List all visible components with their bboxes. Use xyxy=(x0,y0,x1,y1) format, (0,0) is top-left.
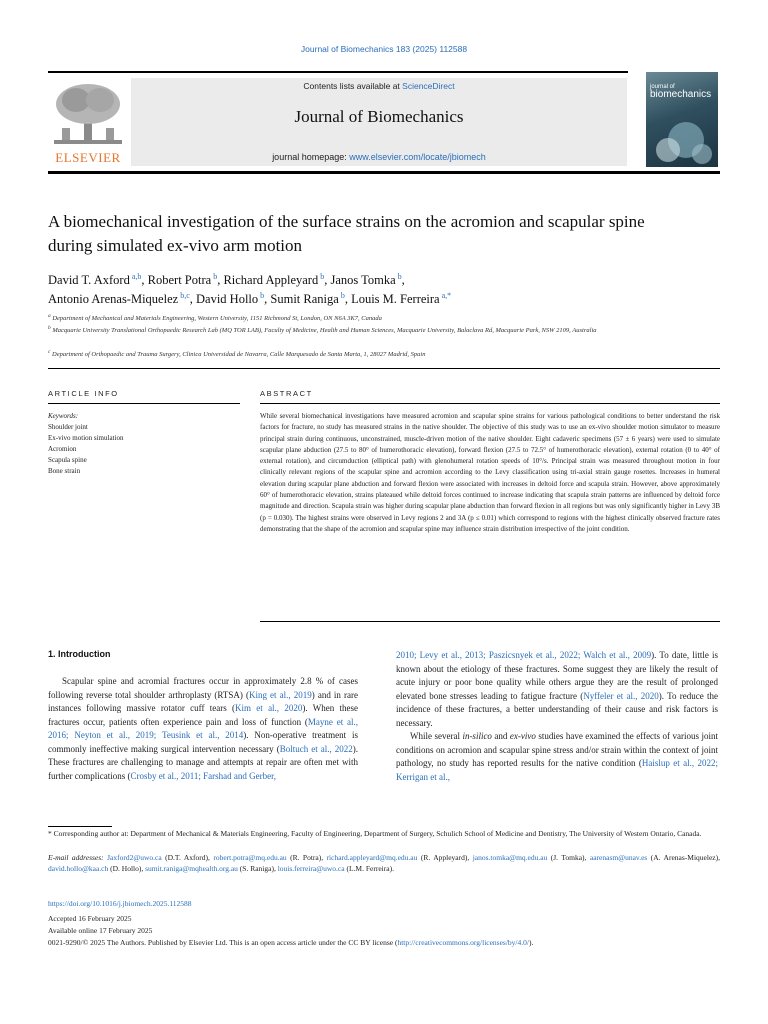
affiliation-b xyxy=(48,323,720,336)
email-owner: (D. Hollo), xyxy=(108,863,146,873)
paragraph xyxy=(396,730,718,784)
email-link[interactable]: janos.tomka@mq.edu.au xyxy=(472,853,548,862)
body-text: and xyxy=(491,731,510,741)
body-text: studies have examined the effects of various joint conditions on acromion and scapular spine stress and/or strain within the context of joint pathology, no study has reported results for the native condition ( xyxy=(396,731,718,768)
email-owner: (R. Appleyard), xyxy=(417,853,473,862)
keyword-item: Acromion xyxy=(48,445,77,453)
body-text-emphasis: ex-vivo xyxy=(509,731,536,741)
author-separator: , xyxy=(324,273,331,288)
cover-label-small: journal of xyxy=(650,84,675,90)
abstract-bottom-rule xyxy=(260,621,720,622)
keywords-label: Keywords: xyxy=(48,412,79,420)
masthead-top-rule xyxy=(48,71,628,73)
email-link[interactable]: robert.potra@mq.edu.au xyxy=(213,853,287,862)
body-column-left xyxy=(48,675,358,783)
copyright-text: ). xyxy=(528,938,534,947)
email-link[interactable]: richard.appleyard@mq.edu.au xyxy=(326,853,418,862)
author-affiliation-marker[interactable]: b xyxy=(338,291,345,300)
footnote-rule xyxy=(48,826,112,827)
email-link[interactable]: louis.ferreira@uwo.ca xyxy=(277,863,345,873)
abstract-rule xyxy=(260,403,720,404)
keyword-item: Bone strain xyxy=(48,467,81,475)
tree-icon xyxy=(48,78,128,148)
keyword-item: Ex-vivo motion simulation xyxy=(48,434,124,442)
email-list xyxy=(48,853,720,873)
citation-link[interactable]: Crosby et al., 2011; Farshad and Gerber, xyxy=(130,770,277,781)
email-owner: (A. Arenas-Miquelez), xyxy=(647,853,720,862)
available-online-date: Available online 17 February 2025 xyxy=(48,926,153,935)
email-owner: (D.T. Axford), xyxy=(161,853,214,862)
author-name[interactable]: Richard Appleyard xyxy=(223,273,319,288)
journal-reference[interactable]: Journal of Biomechanics 183 (2025) 112588 xyxy=(300,44,468,54)
sciencedirect-link[interactable]: ScienceDirect xyxy=(402,81,455,91)
accepted-date: Accepted 16 February 2025 xyxy=(48,914,132,923)
masthead-bottom-rule xyxy=(48,171,720,174)
section-rule xyxy=(48,368,720,369)
article-title: A biomechanical investigation of the surface strains on the acromion and scapular spine during simulated ex-vivo arm motion xyxy=(48,212,645,255)
emails-label: E-mail addresses: xyxy=(48,853,108,862)
citation-link[interactable]: Kim et al., 2020 xyxy=(235,703,303,713)
author-name[interactable]: David Hollo xyxy=(196,292,259,307)
author-affiliation-marker[interactable]: b xyxy=(395,272,402,281)
email-link[interactable]: sumit.raniga@mqhealth.org.au xyxy=(145,863,238,873)
copyright-text: 0021-9290/© 2025 The Authors. Published by Elsevier Ltd. This is an open access article under the CC BY license ( xyxy=(48,938,398,947)
author-separator: , xyxy=(401,273,405,288)
paragraph xyxy=(396,649,718,730)
contents-prefix: Contents lists available at xyxy=(303,81,403,91)
affiliation-a-marker: a xyxy=(48,313,51,319)
corresponding-author-note: * Corresponding author at: Department of Mechanical & Materials Engineering, Faculty of Engineering, Department of Surgery, Schulich School of Medicine and Dentistry, The University of Western Ontario, Canada. xyxy=(48,829,702,838)
author-name[interactable]: Louis M. Ferreira xyxy=(351,292,440,307)
author-separator: , xyxy=(189,292,196,307)
body-text: ) and in rare instances following massive rotator cuff tears ( xyxy=(48,689,358,713)
abstract-text: While several biomechanical investigations have measured acromion and scapular spine strains for various pathological conditions to better understand the risk factors for fracture, no study has measured strains in the native shoulder. The objective of this study was to use an ex-vivo shoulder motion simulator to measure principal strain during continuous, unconstrained, muscle-driven motion of the native shoulder. Eight cadaveric specimens (57 ± 6 years) were used to simulate scapular plane abduction (27.5 to 80° of humerothoracic elevation), forward flexion (27.5 to 72.5° of humerothoracic elevation), external rotation (0 to 40° of external rotation), and circumduction (elliptical path) with glenohumeral rotation speeds of 10°/s. Principal strain was measured throughout motion in four clinically relevant regions of the scapular spine and acromion according to the Levy classification using tri-axial strain gauge rosettes. Increases in humeral elevation during scapular plane abduction and forward flexion were associated with increases in deltoid force and scapula strain. However, above approximately 60° of humerothoracic elevation, strains plateaued while deltoid forces continued to increase indicating that scapula strain patterns are influenced by deltoid force magnitude and direction. Scapula strain was higher during scapular plane abduction than forward flexion in all regions but was only significantly higher in Levy 3B (p = 0.030). The highest strains were observed in Levy regions 2 and 3A (p ≤ 0.01) which correspond to regions with the highest clinically observed fracture rates demonstrating that the shape of the acromion and scapular spine may influence strain distribution irrespective of the joint condition. xyxy=(260,412,720,533)
citation-link[interactable]: Mayne et al., 2016; Neyton et al., 2019; Teusink et al., 2014 xyxy=(48,716,359,740)
citation-link[interactable]: Haislup et al., 2022; Kerrigan et al., xyxy=(396,758,718,782)
copyright-line xyxy=(48,938,720,947)
cover-label xyxy=(650,84,711,100)
author-name[interactable]: Janos Tomka xyxy=(330,273,396,288)
email-addresses xyxy=(48,853,720,874)
body-text: Scapular spine and acromial fractures occur in approximately 2.8 % of cases following reverse total shoulder arthroplasty (RTSA) ( xyxy=(48,676,358,700)
affiliation-c-text: Department of Orthopaedic and Trauma Surgery, Clinica Universidad de Navarra, Calle Marquesado de Santa Marta, 1, 28027 Madrid, Spain xyxy=(52,351,426,359)
author-separator: , xyxy=(344,292,352,307)
publisher-logo-text: ELSEVIER xyxy=(55,150,121,165)
affiliation-b-marker: b xyxy=(48,325,51,331)
cover-artwork-icon xyxy=(646,110,718,167)
authors-line-2 xyxy=(48,286,720,309)
journal-title: Journal of Biomechanics xyxy=(294,107,464,126)
article-info-rule xyxy=(48,403,240,404)
keyword-item: Shoulder joint xyxy=(48,423,88,431)
email-link[interactable]: Jaxford2@uwo.ca xyxy=(107,853,162,862)
citation-link[interactable]: King et al., 2019 xyxy=(248,689,312,700)
contents-available-line xyxy=(131,81,627,91)
homepage-prefix: journal homepage: xyxy=(272,152,350,162)
homepage-link[interactable]: www.elsevier.com/locate/jbiomech xyxy=(349,152,486,162)
email-link[interactable]: david.hollo@kaa.ch xyxy=(48,863,109,873)
email-owner: (S. Raniga), xyxy=(237,863,278,873)
email-link[interactable]: aarenasm@unav.es xyxy=(589,853,648,862)
author-affiliation-marker[interactable]: b xyxy=(211,272,218,281)
license-link[interactable]: http://creativecommons.org/licenses/by/4.0/ xyxy=(397,938,529,947)
body-text: ). To reduce the incidence of these fractures, a better understanding of their cause and risk factors is necessary. xyxy=(396,690,718,728)
author-name[interactable]: Robert Potra xyxy=(147,273,212,288)
doi-link[interactable]: https://doi.org/10.1016/j.jbiomech.2025.112588 xyxy=(48,899,192,908)
email-owner: (J. Tomka), xyxy=(547,853,590,862)
author-separator: , xyxy=(264,292,271,307)
introduction-heading: 1. Introduction xyxy=(48,649,111,659)
affiliation-b-text: Macquarie University Translational Orthopaedic Research Lab (MQ TOR LAB), Faculty of Medicine, Health and Human Sciences, Macquarie University, Balaclava Rd, Macquarie Park, NSW 2109, Australia xyxy=(52,327,597,335)
body-text-emphasis: in-silico xyxy=(462,731,492,741)
body-text: ). When these fractures occur, patients often experience pain and loss of function ( xyxy=(48,703,358,727)
author-affiliation-marker[interactable]: b xyxy=(318,272,325,281)
author-name[interactable]: David T. Axford xyxy=(48,273,130,288)
email-owner: (R. Potra), xyxy=(286,853,327,862)
email-owner: (L.M. Ferreira). xyxy=(344,863,394,873)
author-affiliation-marker[interactable]: b,c xyxy=(178,291,190,300)
author-affiliation-marker[interactable]: a,* xyxy=(439,291,452,300)
author-affiliation-marker[interactable]: a,b xyxy=(129,272,142,281)
author-affiliation-marker[interactable]: b xyxy=(258,291,265,300)
journal-homepage-line xyxy=(131,152,627,162)
body-column-right xyxy=(396,649,718,784)
abstract-heading: ABSTRACT xyxy=(260,389,313,398)
body-text: While several xyxy=(410,731,463,741)
affiliation-c xyxy=(48,347,720,360)
citation-link[interactable]: Nyffeler et al., 2020 xyxy=(583,690,659,701)
affiliation-c-marker: c xyxy=(48,349,51,355)
affiliation-a-text: Department of Mechanical and Materials Engineering, Western University, 1151 Richmond St, London, ON N6A 3K7, Canada xyxy=(52,315,382,323)
body-text: ). Non-operative treatment is commonly ineffective making surgical intervention necessary ( xyxy=(48,730,358,754)
author-name[interactable]: Sumit Raniga xyxy=(270,292,339,307)
body-text: ). To date, little is known about the etiology of these fractures. Some suggest they are likely the result of acute injury or poor bone quality while others argue they are the result of prolonged elevated bone stresses leading to fatigue fracture ( xyxy=(396,650,718,701)
author-name[interactable]: Antonio Arenas-Miquelez xyxy=(48,292,179,307)
article-info-heading: ARTICLE INFO xyxy=(48,389,119,398)
journal-cover-image xyxy=(646,72,718,167)
author-separator: , xyxy=(141,273,148,288)
cover-label-main: biomechanics xyxy=(650,89,712,100)
citation-link[interactable]: Boltuch et al., 2022 xyxy=(279,743,353,754)
author-separator: , xyxy=(217,273,224,288)
citation-link[interactable]: 2010; Levy et al., 2013; Paszicsnyek et al., 2022; Walch et al., 2009 xyxy=(396,650,652,660)
keyword-item: Scapula spine xyxy=(48,456,87,464)
body-text: ). These fractures are challenging to manage and attempts at repair are often met with further complications ( xyxy=(48,743,358,781)
